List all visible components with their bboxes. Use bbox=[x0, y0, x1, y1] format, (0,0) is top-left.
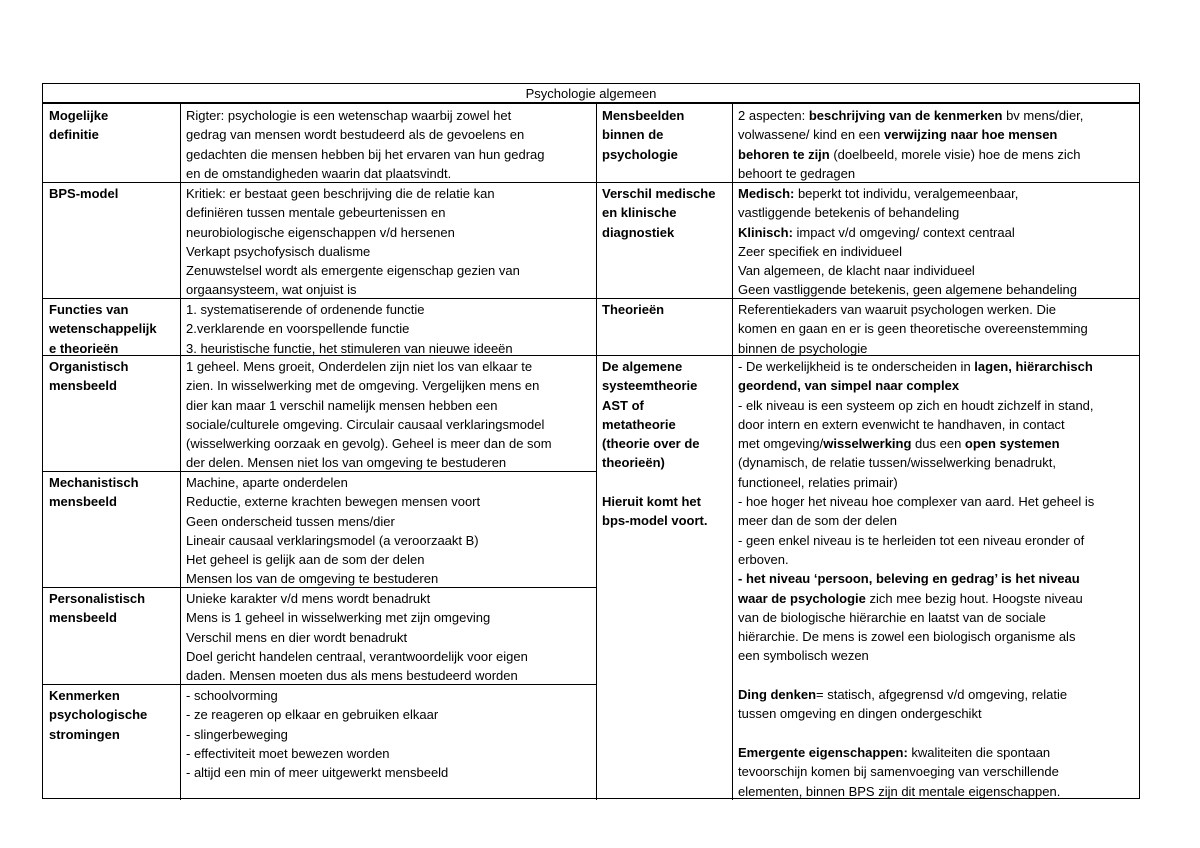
column-divider bbox=[596, 104, 597, 800]
row-content bbox=[738, 184, 1137, 298]
content-line bbox=[738, 280, 1137, 298]
content-line: definiëren tussen mentale gebeurtenissen en bbox=[186, 205, 446, 221]
row-divider bbox=[596, 355, 1139, 356]
text: - De werkelijkheid is te onderscheiden in bbox=[738, 359, 975, 374]
row-label bbox=[49, 357, 178, 471]
content-line: Mensen los van de omgeving te bestuderen bbox=[186, 571, 439, 587]
content-line: Machine, aparte onderdelen bbox=[186, 475, 348, 490]
bold-text: behoren te zijn bbox=[738, 146, 830, 162]
text: van de biologische hiërarchie en laatst van de sociale bbox=[738, 609, 1046, 625]
label-line: Mogelijke bbox=[49, 108, 109, 123]
content-line bbox=[738, 261, 1137, 280]
content-line: daden. Mensen moeten dus als mens bestudeerd worden bbox=[186, 668, 518, 684]
row-divider bbox=[43, 587, 596, 588]
content-line: Reductie, externe krachten bewegen mensen voort bbox=[186, 494, 481, 510]
text: behoort te gedragen bbox=[738, 165, 856, 181]
content-line: - altijd een min of meer uitgewerkt mensbeeld bbox=[186, 765, 449, 781]
label-line: mensbeeld bbox=[49, 610, 117, 626]
content-line: en de omstandigheden waarin dat plaatsvindt. bbox=[186, 165, 452, 181]
bold-text: Medisch: bbox=[738, 186, 795, 201]
content-line bbox=[738, 223, 1137, 242]
content-line bbox=[738, 396, 1137, 415]
text: - hoe hoger het niveau hoe complexer van aard. Het geheel is bbox=[738, 494, 1095, 510]
text: met omgeving/ bbox=[738, 436, 824, 452]
content-line: - slingerbeweging bbox=[186, 726, 288, 742]
content-line: Verkapt psychofysisch dualisme bbox=[186, 243, 371, 259]
content-line bbox=[738, 300, 1137, 319]
content-line: 1. systematiserende of ordenende functie bbox=[186, 302, 425, 317]
row-divider bbox=[43, 182, 596, 183]
text: een symbolisch wezen bbox=[738, 648, 869, 664]
content-line: neurobiologische eigenschappen v/d hersenen bbox=[186, 224, 455, 240]
content-line bbox=[738, 724, 1137, 743]
content-line: dier kan maar 1 verschil namelijk mensen hebben een bbox=[186, 397, 498, 413]
bold-text: verwijzing naar hoe mensen bbox=[883, 127, 1058, 143]
row-content bbox=[186, 473, 594, 587]
label-line: Mechanistisch bbox=[49, 475, 139, 490]
row-content bbox=[738, 357, 1137, 800]
text: erboven. bbox=[738, 551, 789, 567]
content-line bbox=[738, 145, 1137, 164]
text: Geen vastliggende betekenis, geen algemene behandeling bbox=[738, 282, 1077, 298]
text: Zeer specifiek en individueel bbox=[738, 243, 903, 259]
text: (doelbeeld, morele visie) hoe de mens zich bbox=[829, 146, 1081, 162]
text: functioneel, relaties primair) bbox=[738, 474, 898, 490]
row-label bbox=[49, 473, 178, 587]
text: binnen de psychologie bbox=[738, 340, 868, 355]
row-divider bbox=[43, 684, 596, 685]
row-label bbox=[49, 184, 178, 298]
content-line bbox=[738, 319, 1137, 338]
content-line: 2.verklarende en voorspellende functie bbox=[186, 321, 410, 337]
table-title: Psychologie algemeen bbox=[43, 84, 1139, 104]
label-line: (theorie over de bbox=[602, 436, 700, 452]
text: elementen, binnen BPS zijn dit mentale eigenschappen. bbox=[738, 783, 1061, 799]
row-divider bbox=[596, 182, 1139, 183]
row-label bbox=[49, 589, 178, 684]
row-content bbox=[186, 184, 594, 298]
label-line: BPS-model bbox=[49, 186, 119, 201]
bold-text: beschrijving van de kenmerken bbox=[808, 108, 1003, 123]
content-line bbox=[738, 666, 1137, 685]
bold-text: Ding denken bbox=[738, 687, 817, 703]
row-content bbox=[186, 300, 594, 355]
text: - elk niveau is een systeem op zich en houdt zichzelf in stand, bbox=[738, 397, 1094, 413]
column-divider bbox=[180, 104, 181, 800]
content-line bbox=[738, 376, 1137, 395]
label-line: psychologische bbox=[49, 707, 148, 723]
row-content bbox=[738, 300, 1137, 355]
row-label bbox=[49, 300, 178, 355]
text: zich mee bezig hout. Hoogste niveau bbox=[865, 590, 1083, 606]
content-line: (wisselwerking oorzaak en gevolg). Geheel is meer dan de som bbox=[186, 436, 552, 452]
content-line bbox=[738, 203, 1137, 222]
label-line: bps-model voort. bbox=[602, 513, 708, 529]
bold-text: lagen, hiërarchisch bbox=[974, 359, 1093, 374]
content-line bbox=[738, 357, 1137, 376]
text: komen en gaan en er is geen theoretische overeenstemming bbox=[738, 321, 1088, 337]
content-line: Het geheel is gelijk aan de som der delen bbox=[186, 552, 425, 568]
label-line: Personalistisch bbox=[49, 591, 146, 606]
content-line bbox=[738, 106, 1137, 125]
bold-text: open systemen bbox=[964, 436, 1060, 452]
row-label bbox=[602, 184, 730, 298]
row-divider bbox=[43, 355, 596, 356]
text: 2 aspecten: bbox=[738, 108, 809, 123]
row-content bbox=[186, 106, 594, 182]
content-line: Geen onderscheid tussen mens/dier bbox=[186, 513, 395, 529]
label-line: en klinische bbox=[602, 205, 677, 221]
content-line: Doel gericht handelen centraal, verantwoordelijk voor eigen bbox=[186, 648, 528, 664]
label-line: mensbeeld bbox=[49, 494, 117, 510]
content-line: zien. In wisselwerking met de omgeving. Vergelijken mens en bbox=[186, 378, 540, 394]
label-line: Functies van bbox=[49, 302, 129, 317]
label-line: systeemtheorie bbox=[602, 378, 698, 394]
label-line: stromingen bbox=[49, 726, 120, 742]
row-divider bbox=[596, 298, 1139, 299]
label-line: Mensbeelden bbox=[602, 108, 685, 123]
label-line: Organistisch bbox=[49, 359, 129, 374]
row-label bbox=[602, 357, 730, 800]
content-line: Unieke karakter v/d mens wordt benadrukt bbox=[186, 591, 431, 606]
content-line bbox=[738, 415, 1137, 434]
text: Van algemeen, de klacht naar individueel bbox=[738, 263, 975, 279]
content-line bbox=[738, 492, 1137, 511]
content-line bbox=[738, 184, 1137, 203]
text: = statisch, afgegrensd v/d omgeving, relatie bbox=[816, 687, 1068, 703]
row-label bbox=[602, 300, 730, 355]
label-line: Theorieën bbox=[602, 302, 665, 317]
label-line: binnen de bbox=[602, 127, 664, 143]
content-line: - effectiviteit moet bewezen worden bbox=[186, 745, 390, 761]
label-line: theorieën) bbox=[602, 455, 665, 471]
content-line: der delen. Mensen niet los van omgeving te bestuderen bbox=[186, 455, 507, 471]
content-line: - schoolvorming bbox=[186, 688, 278, 703]
column-divider bbox=[732, 104, 733, 800]
text: beperkt tot individu, veralgemeenbaar, bbox=[794, 186, 1019, 201]
text: door intern en extern evenwicht te handhaven, in contact bbox=[738, 416, 1065, 432]
text: kwaliteiten die spontaan bbox=[907, 744, 1051, 760]
label-line: mensbeeld bbox=[49, 378, 117, 394]
content-line bbox=[738, 685, 1137, 704]
content-line bbox=[738, 434, 1137, 453]
content-line: sociale/culturele omgeving. Circulair causaal verklaringsmodel bbox=[186, 416, 545, 432]
row-content bbox=[186, 357, 594, 471]
row-divider bbox=[43, 298, 596, 299]
content-line bbox=[738, 453, 1137, 472]
label-line: e theorieën bbox=[49, 340, 119, 355]
content-line bbox=[738, 704, 1137, 723]
content-line bbox=[738, 164, 1137, 182]
label-line: definitie bbox=[49, 127, 99, 143]
text: tussen omgeving en dingen ondergeschikt bbox=[738, 706, 982, 722]
label-line: Kenmerken bbox=[49, 688, 120, 703]
content-line bbox=[738, 646, 1137, 665]
content-line bbox=[738, 242, 1137, 261]
row-label bbox=[49, 106, 178, 182]
label-line: AST of bbox=[602, 397, 644, 413]
bold-text: geordend, van simpel naar complex bbox=[738, 378, 960, 394]
content-line: gedachten die mensen hebben bij het ervaren van hun gedrag bbox=[186, 146, 545, 162]
label-line: Hieruit komt het bbox=[602, 494, 701, 510]
text: meer dan de som der delen bbox=[738, 513, 897, 529]
bold-text: waar de psychologie bbox=[738, 590, 866, 606]
content-line: 1 geheel. Mens groeit, Onderdelen zijn niet los van elkaar te bbox=[186, 359, 533, 374]
label-line bbox=[602, 473, 730, 492]
content-line bbox=[738, 627, 1137, 646]
label-line: psychologie bbox=[602, 146, 678, 162]
content-line: Lineair causaal verklaringsmodel (a veroorzaakt B) bbox=[186, 532, 479, 548]
content-line bbox=[738, 550, 1137, 569]
text: bv mens/dier, bbox=[1002, 108, 1084, 123]
label-line: Verschil medische bbox=[602, 186, 716, 201]
text: impact v/d omgeving/ context centraal bbox=[792, 224, 1015, 240]
label-line: metatheorie bbox=[602, 416, 676, 432]
label-line: De algemene bbox=[602, 359, 683, 374]
row-content bbox=[186, 686, 594, 800]
content-line: Mens is 1 geheel in wisselwerking met zijn omgeving bbox=[186, 610, 491, 626]
content-line bbox=[738, 782, 1137, 800]
content-line bbox=[738, 125, 1137, 144]
row-label bbox=[602, 106, 730, 182]
content-line bbox=[738, 608, 1137, 627]
bold-text: wisselwerking bbox=[823, 436, 912, 452]
row-label bbox=[49, 686, 178, 800]
text: dus een bbox=[911, 436, 965, 452]
content-line: gedrag van mensen wordt bestudeerd als de gevoelens en bbox=[186, 127, 525, 143]
text: volwassene/ kind en een bbox=[738, 127, 884, 143]
row-content bbox=[186, 589, 594, 684]
content-line bbox=[738, 473, 1137, 492]
content-line bbox=[738, 339, 1137, 355]
content-line bbox=[738, 511, 1137, 530]
content-line: orgaansysteem, wat onjuist is bbox=[186, 282, 357, 298]
content-line bbox=[738, 589, 1137, 608]
row-content bbox=[738, 106, 1137, 182]
label-line: diagnostiek bbox=[602, 224, 675, 240]
text: (dynamisch, de relatie tussen/wisselwerking benadrukt, bbox=[738, 455, 1056, 471]
text: hiërarchie. De mens is zowel een biologisch organisme als bbox=[738, 629, 1076, 645]
bold-text: Emergente eigenschappen: bbox=[738, 744, 908, 760]
content-line bbox=[738, 569, 1137, 588]
content-line: Zenuwstelsel wordt als emergente eigenschap gezien van bbox=[186, 263, 520, 279]
content-line: Rigter: psychologie is een wetenschap waarbij zowel het bbox=[186, 108, 512, 123]
summary-table bbox=[42, 83, 1140, 799]
bold-text: - het niveau ‘persoon, beleving en gedrag’ is het niveau bbox=[738, 571, 1080, 587]
content-line bbox=[738, 762, 1137, 781]
text: tevoorschijn komen bij samenvoeging van verschillende bbox=[738, 764, 1059, 780]
text: Referentiekaders van waaruit psychologen werken. Die bbox=[738, 302, 1056, 317]
bold-text: Klinisch: bbox=[738, 224, 793, 240]
text: - geen enkel niveau is te herleiden tot een niveau eronder of bbox=[738, 532, 1085, 548]
row-divider bbox=[43, 471, 596, 472]
label-line: wetenschappelijk bbox=[49, 321, 157, 337]
text: vastliggende betekenis of behandeling bbox=[738, 205, 960, 221]
content-line bbox=[738, 531, 1137, 550]
content-line bbox=[738, 743, 1137, 762]
content-line: Verschil mens en dier wordt benadrukt bbox=[186, 629, 408, 645]
content-line: 3. heuristische functie, het stimuleren van nieuwe ideeën bbox=[186, 340, 513, 355]
content-line: - ze reageren op elkaar en gebruiken elkaar bbox=[186, 707, 439, 723]
content-line: Kritiek: er bestaat geen beschrijving die de relatie kan bbox=[186, 186, 495, 201]
